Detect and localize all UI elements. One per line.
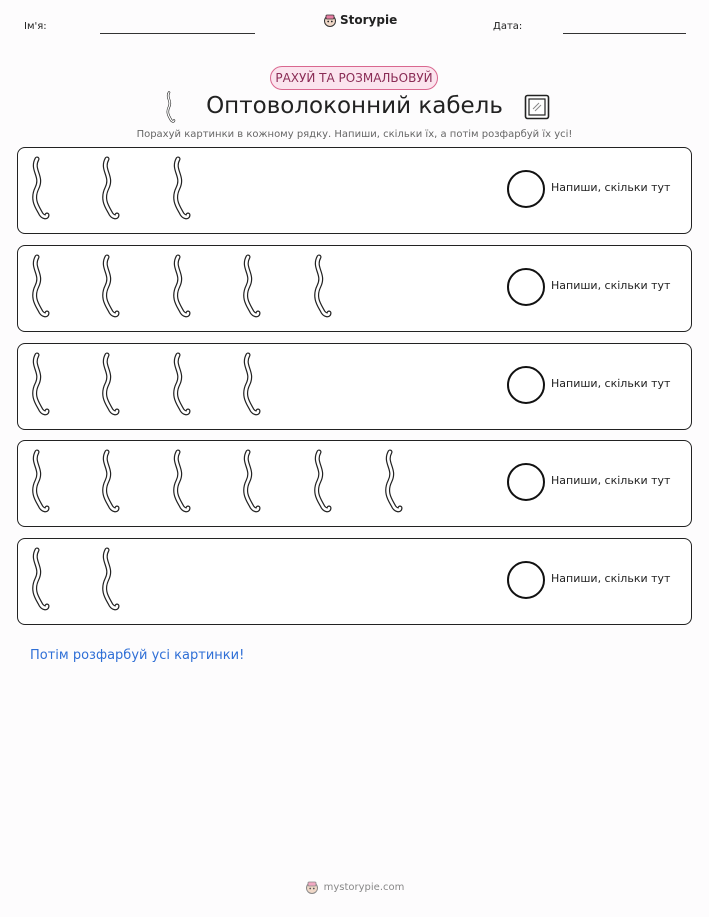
brand-name: Storypie xyxy=(340,13,398,27)
date-line[interactable] xyxy=(563,33,686,34)
answer-label: Напиши, скільки тут xyxy=(551,572,671,585)
fiber-optic-cable-icon[interactable] xyxy=(98,254,120,318)
page-subtitle: Порахуй картинки в кожному рядку. Напиши, скільки їх, а потім розфарбуй їх усі! xyxy=(136,129,573,140)
answer-label: Напиши, скільки тут xyxy=(551,279,671,292)
answer-label: Напиши, скільки тут xyxy=(551,474,671,487)
fiber-optic-cable-icon[interactable] xyxy=(98,352,120,416)
activity-badge: РАХУЙ ТА РОЗМАЛЬОВУЙ xyxy=(270,66,438,90)
fiber-optic-cable-icon[interactable] xyxy=(28,449,50,513)
brand-logo xyxy=(323,13,397,27)
answer-circle[interactable] xyxy=(507,268,545,306)
counting-row xyxy=(17,538,692,625)
title-row xyxy=(0,90,709,126)
answer-label: Напиши, скільки тут xyxy=(551,377,671,390)
storypie-mascot-icon xyxy=(305,880,319,894)
fiber-optic-cable-icon[interactable] xyxy=(98,449,120,513)
coloring-instruction: Потім розфарбуй усі картинки! xyxy=(30,648,245,663)
framed-picture-icon xyxy=(524,94,550,120)
answer-circle[interactable] xyxy=(507,366,545,404)
counting-row xyxy=(17,343,692,430)
fiber-optic-cable-icon[interactable] xyxy=(169,352,191,416)
fiber-optic-cable-icon[interactable] xyxy=(98,156,120,220)
fiber-optic-cable-icon[interactable] xyxy=(169,254,191,318)
counting-row xyxy=(17,245,692,332)
answer-circle[interactable] xyxy=(507,561,545,599)
footer-url: mystorypie.com xyxy=(323,881,405,893)
answer-label: Напиши, скільки тут xyxy=(551,181,671,194)
fiber-optic-cable-icon[interactable] xyxy=(169,449,191,513)
fiber-optic-cable-icon[interactable] xyxy=(239,352,261,416)
counting-row xyxy=(17,440,692,527)
answer-circle[interactable] xyxy=(507,463,545,501)
fiber-optic-cable-icon[interactable] xyxy=(28,547,50,611)
fiber-optic-cable-icon[interactable] xyxy=(239,449,261,513)
name-label: Ім'я: xyxy=(24,21,47,32)
fiber-optic-cable-icon[interactable] xyxy=(28,254,50,318)
fiber-optic-cable-icon[interactable] xyxy=(169,156,191,220)
fiber-optic-cable-icon[interactable] xyxy=(239,254,261,318)
fiber-optic-cable-icon[interactable] xyxy=(381,449,403,513)
date-label: Дата: xyxy=(493,21,523,32)
footer xyxy=(0,880,709,894)
page-title: Оптоволоконний кабель xyxy=(206,93,503,119)
fiber-optic-cable-icon[interactable] xyxy=(28,352,50,416)
fiber-optic-cable-icon[interactable] xyxy=(310,254,332,318)
fiber-optic-cable-icon[interactable] xyxy=(310,449,332,513)
storypie-mascot-icon xyxy=(323,13,337,27)
name-line[interactable] xyxy=(100,33,255,34)
counting-row xyxy=(17,147,692,234)
fiber-optic-cable-icon[interactable] xyxy=(28,156,50,220)
answer-circle[interactable] xyxy=(507,170,545,208)
fiber-optic-cable-icon[interactable] xyxy=(98,547,120,611)
